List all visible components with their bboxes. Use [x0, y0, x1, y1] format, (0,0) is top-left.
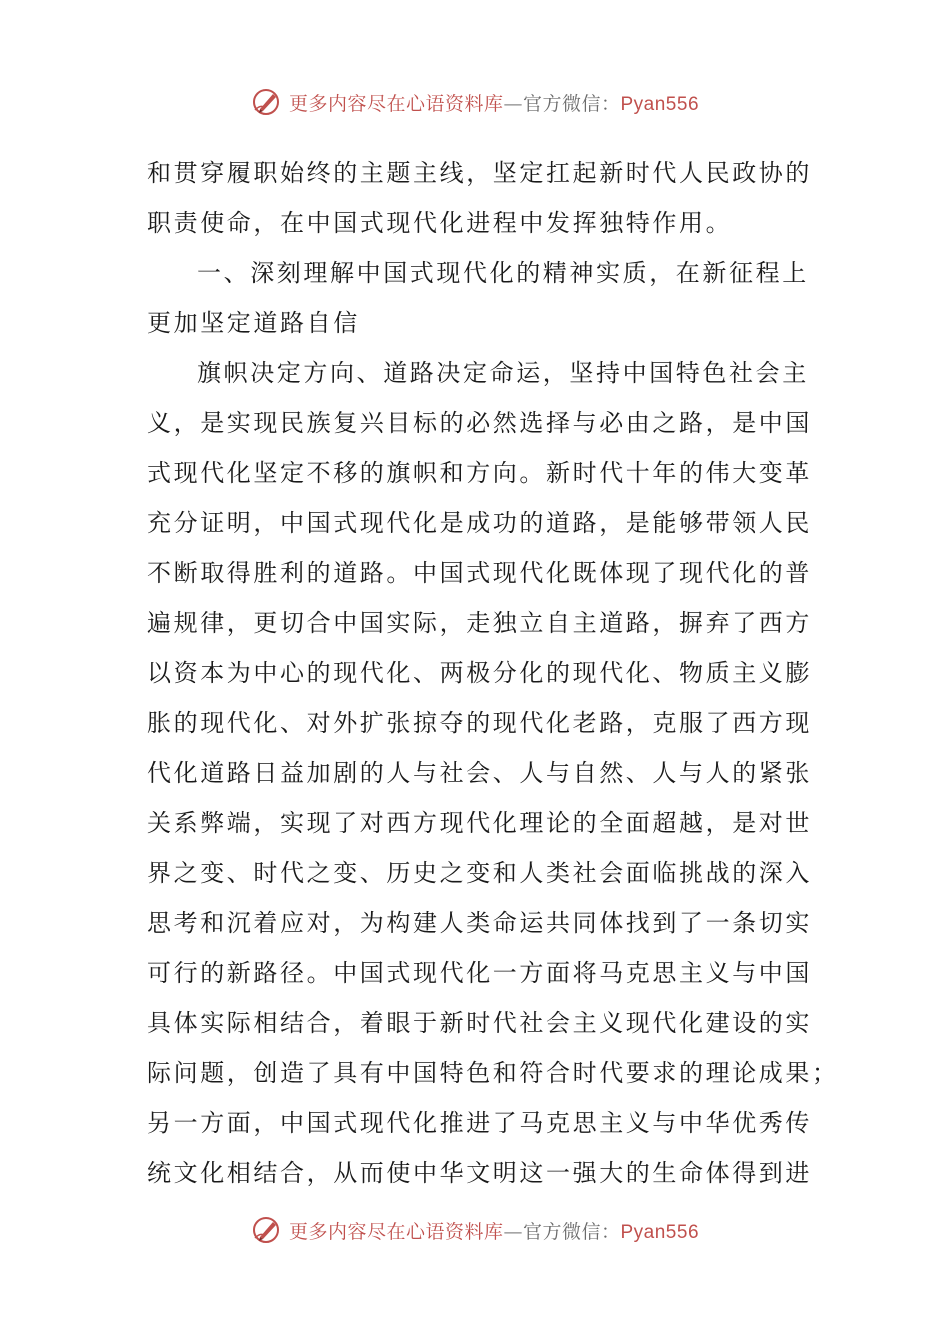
- text-line: 关系弊端，实现了对西方现代化理论的全面超越，是对世: [147, 809, 812, 837]
- text-line: 和贯穿履职始终的主题主线，坚定扛起新时代人民政协的: [147, 159, 812, 187]
- banner-text: 更多内容尽在心语资料库—官方微信：Pyan556: [288, 1220, 700, 1243]
- pen-logo-icon: [251, 86, 283, 118]
- text-line: 职责使命，在中国式现代化进程中发挥独特作用。: [147, 209, 733, 237]
- text-line: 代化道路日益加剧的人与社会、人与自然、人与人的紧张: [147, 759, 812, 787]
- section-heading: 一、深刻理解中国式现代化的精神实质，在新征程上: [197, 259, 809, 287]
- text-line: 遍规律，更切合中国实际，走独立自主道路，摒弃了西方: [147, 609, 812, 637]
- text-line: 充分证明，中国式现代化是成功的道路，是能够带领人民: [147, 509, 812, 537]
- footer-banner: [0, 1210, 950, 1250]
- text-line: 具体实际相结合，着眼于新时代社会主义现代化建设的实: [147, 1009, 812, 1037]
- text-line: 可行的新路径。中国式现代化一方面将马克思主义与中国: [147, 959, 812, 987]
- text-line: 统文化相结合，从而使中华文明这一强大的生命体得到进: [147, 1159, 812, 1187]
- pen-logo-icon: [251, 1214, 283, 1246]
- text-line: 胀的现代化、对外扩张掠夺的现代化老路，克服了西方现: [147, 709, 812, 737]
- banner-text: 更多内容尽在心语资料库—官方微信：Pyan556: [288, 92, 700, 115]
- document-body: [147, 148, 839, 1198]
- header-banner: [0, 82, 950, 122]
- text-line: 界之变、时代之变、历史之变和人类社会面临挑战的深入: [147, 859, 812, 887]
- text-line: 际问题，创造了具有中国特色和符合时代要求的理论成果；: [147, 1059, 839, 1087]
- text-line: 思考和沉着应对，为构建人类命运共同体找到了一条切实: [147, 909, 812, 937]
- text-line: 另一方面，中国式现代化推进了马克思主义与中华优秀传: [147, 1109, 812, 1137]
- paragraph-start: 旗帜决定方向、道路决定命运，坚持中国特色社会主: [197, 359, 809, 387]
- text-line: 式现代化坚定不移的旗帜和方向。新时代十年的伟大变革: [147, 459, 812, 487]
- section-heading-cont: 更加坚定道路自信: [147, 309, 360, 337]
- text-line: 义，是实现民族复兴目标的必然选择与必由之路，是中国: [147, 409, 812, 437]
- text-line: 不断取得胜利的道路。中国式现代化既体现了现代化的普: [147, 559, 812, 587]
- text-line: 以资本为中心的现代化、两极分化的现代化、物质主义膨: [147, 659, 812, 687]
